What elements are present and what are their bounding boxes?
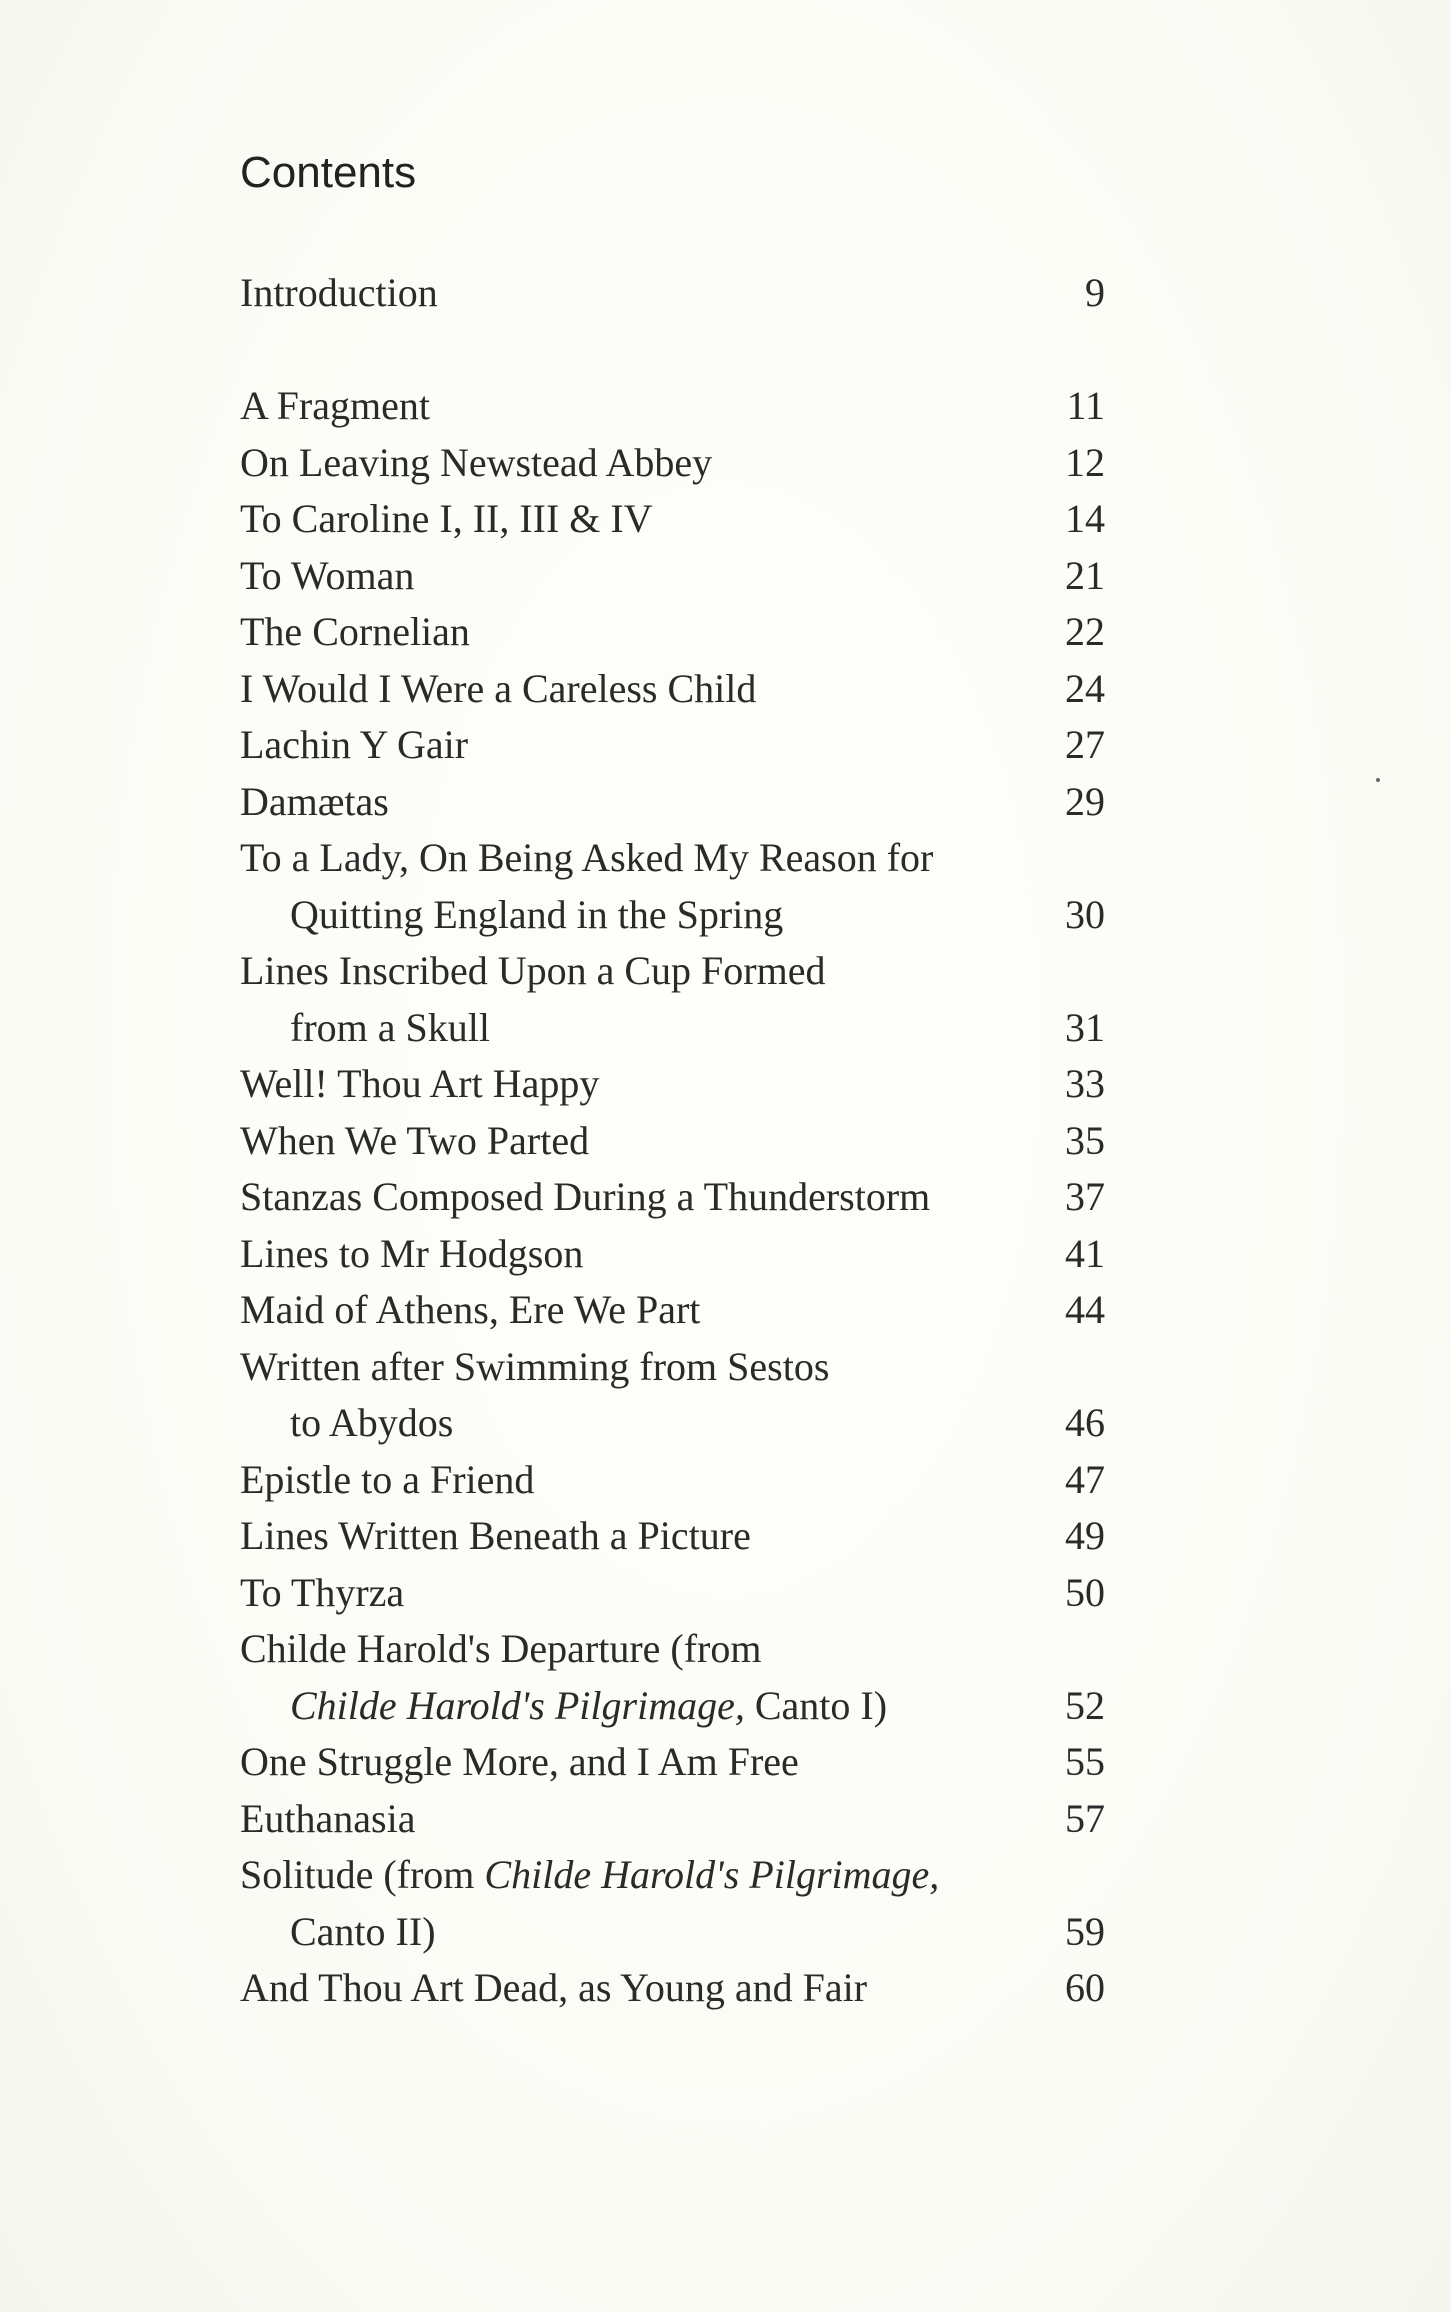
toc-entry xyxy=(240,943,1140,1000)
toc-entry xyxy=(240,1621,1140,1678)
toc-entry-page: 9 xyxy=(1085,270,1105,315)
toc-entry-continuation xyxy=(240,887,1140,944)
toc-entry-page: 44 xyxy=(1065,1287,1105,1332)
toc-entry xyxy=(240,1960,1140,2017)
toc-entry-page: 31 xyxy=(1065,1004,1105,1050)
toc-entry-title: To Thyrza xyxy=(240,1569,405,1615)
toc-entry xyxy=(240,717,1140,774)
toc-entry-title: A Fragment xyxy=(240,383,430,428)
toc-entry-title-italic: Childe Harold's Pilgrimage, xyxy=(484,1852,940,1897)
toc-entry-title: Lachin Y Gair xyxy=(240,722,469,767)
toc-entry-introduction xyxy=(240,265,1140,322)
toc-entry-page: 55 xyxy=(1065,1739,1105,1784)
toc-entry-page: 11 xyxy=(1066,383,1105,428)
toc-entry-title: Stanzas Composed During a Thunderstorm xyxy=(240,1174,931,1219)
toc-entry xyxy=(240,1339,1140,1396)
toc-entry-title-cont: Quitting England in the Spring xyxy=(290,891,784,937)
toc-entry-title: The Cornelian xyxy=(240,609,470,654)
toc-entry-title: To Caroline I, II, III & IV xyxy=(240,496,653,541)
table-of-contents xyxy=(240,265,1140,2017)
toc-entry-title: One Struggle More, and I Am Free xyxy=(240,1739,799,1784)
toc-entry-title: Lines Inscribed Upon a Cup Formed xyxy=(240,948,826,993)
toc-entry-continuation xyxy=(240,1395,1140,1452)
toc-entry-title: Euthanasia xyxy=(240,1795,416,1841)
toc-entry xyxy=(240,378,1140,435)
toc-entry xyxy=(240,774,1140,831)
toc-entry xyxy=(240,661,1140,718)
toc-entry-title: To a Lady, On Being Asked My Reason for xyxy=(240,835,934,880)
toc-entry-title-cont: Canto I) xyxy=(744,1682,888,1728)
toc-entry-page: 46 xyxy=(1065,1400,1105,1445)
toc-entry-page: 50 xyxy=(1065,1569,1105,1615)
toc-entry-title: And Thou Art Dead, as Young and Fair xyxy=(240,1965,868,2010)
toc-entry xyxy=(240,1113,1140,1170)
toc-entry-page: 57 xyxy=(1065,1795,1105,1841)
toc-entry-page: 33 xyxy=(1065,1061,1105,1106)
toc-entry xyxy=(240,1056,1140,1113)
print-speck xyxy=(1376,778,1380,782)
toc-entry xyxy=(240,1282,1140,1339)
toc-entry-title: When We Two Parted xyxy=(240,1117,590,1163)
toc-entry-title: Damætas xyxy=(240,778,389,824)
toc-entry-title: Lines Written Beneath a Picture xyxy=(240,1513,751,1558)
toc-entry-page: 30 xyxy=(1065,891,1105,937)
toc-entry-page: 14 xyxy=(1065,496,1105,541)
toc-entry xyxy=(240,1734,1140,1791)
toc-entry xyxy=(240,1565,1140,1622)
toc-entry-title: Lines to Mr Hodgson xyxy=(240,1230,584,1276)
toc-entry-page: 49 xyxy=(1065,1513,1105,1558)
toc-entry xyxy=(240,830,1140,887)
toc-entry-continuation xyxy=(240,1000,1140,1057)
toc-entry-page: 47 xyxy=(1065,1456,1105,1502)
toc-entry-title-cont: from a Skull xyxy=(290,1004,490,1050)
toc-entry xyxy=(240,1791,1140,1848)
toc-entry-title-cont: to Abydos xyxy=(290,1400,454,1445)
toc-entry-title: On Leaving Newstead Abbey xyxy=(240,439,713,485)
toc-entry xyxy=(240,1508,1140,1565)
toc-entry-page: 37 xyxy=(1065,1174,1105,1219)
toc-entry-page: 52 xyxy=(1065,1682,1105,1728)
toc-entry-title-italic: Childe Harold's Pilgrimage, xyxy=(290,1682,745,1728)
toc-entry-title: Epistle to a Friend xyxy=(240,1456,535,1502)
toc-entry xyxy=(240,491,1140,548)
toc-entry xyxy=(240,1226,1140,1283)
toc-entry xyxy=(240,435,1140,492)
toc-entry-continuation xyxy=(240,1678,1140,1735)
toc-entry xyxy=(240,548,1140,605)
toc-entry-page: 60 xyxy=(1065,1965,1105,2010)
toc-entry-title: Childe Harold's Departure (from xyxy=(240,1626,762,1671)
toc-entry-page: 21 xyxy=(1065,552,1105,598)
toc-entry-title-cont: Canto II) xyxy=(290,1908,436,1954)
toc-entry-page: 35 xyxy=(1065,1117,1105,1163)
toc-entry xyxy=(240,1169,1140,1226)
toc-entry-title: Well! Thou Art Happy xyxy=(240,1061,600,1106)
toc-entry-title: Solitude (from xyxy=(240,1852,485,1897)
toc-entry-title: Maid of Athens, Ere We Part xyxy=(240,1287,701,1332)
toc-entry xyxy=(240,604,1140,661)
contents-heading: Contents xyxy=(240,148,417,197)
toc-entry-page: 27 xyxy=(1065,722,1105,767)
toc-entry-page: 24 xyxy=(1065,665,1105,711)
toc-entry xyxy=(240,1847,1140,1904)
toc-entry-title: Introduction xyxy=(240,270,438,315)
toc-entry-continuation xyxy=(240,1904,1140,1961)
toc-entry-page: 41 xyxy=(1065,1230,1105,1276)
toc-list xyxy=(240,378,1140,2017)
toc-entry-title: Written after Swimming from Sestos xyxy=(240,1343,830,1389)
toc-entry-title: I Would I Were a Careless Child xyxy=(240,665,757,711)
toc-entry-page: 12 xyxy=(1065,439,1105,485)
toc-entry xyxy=(240,1452,1140,1509)
toc-entry-page: 29 xyxy=(1065,778,1105,824)
toc-entry-title: To Woman xyxy=(240,552,415,598)
toc-entry-page: 22 xyxy=(1065,609,1105,654)
toc-entry-page: 59 xyxy=(1065,1908,1105,1954)
